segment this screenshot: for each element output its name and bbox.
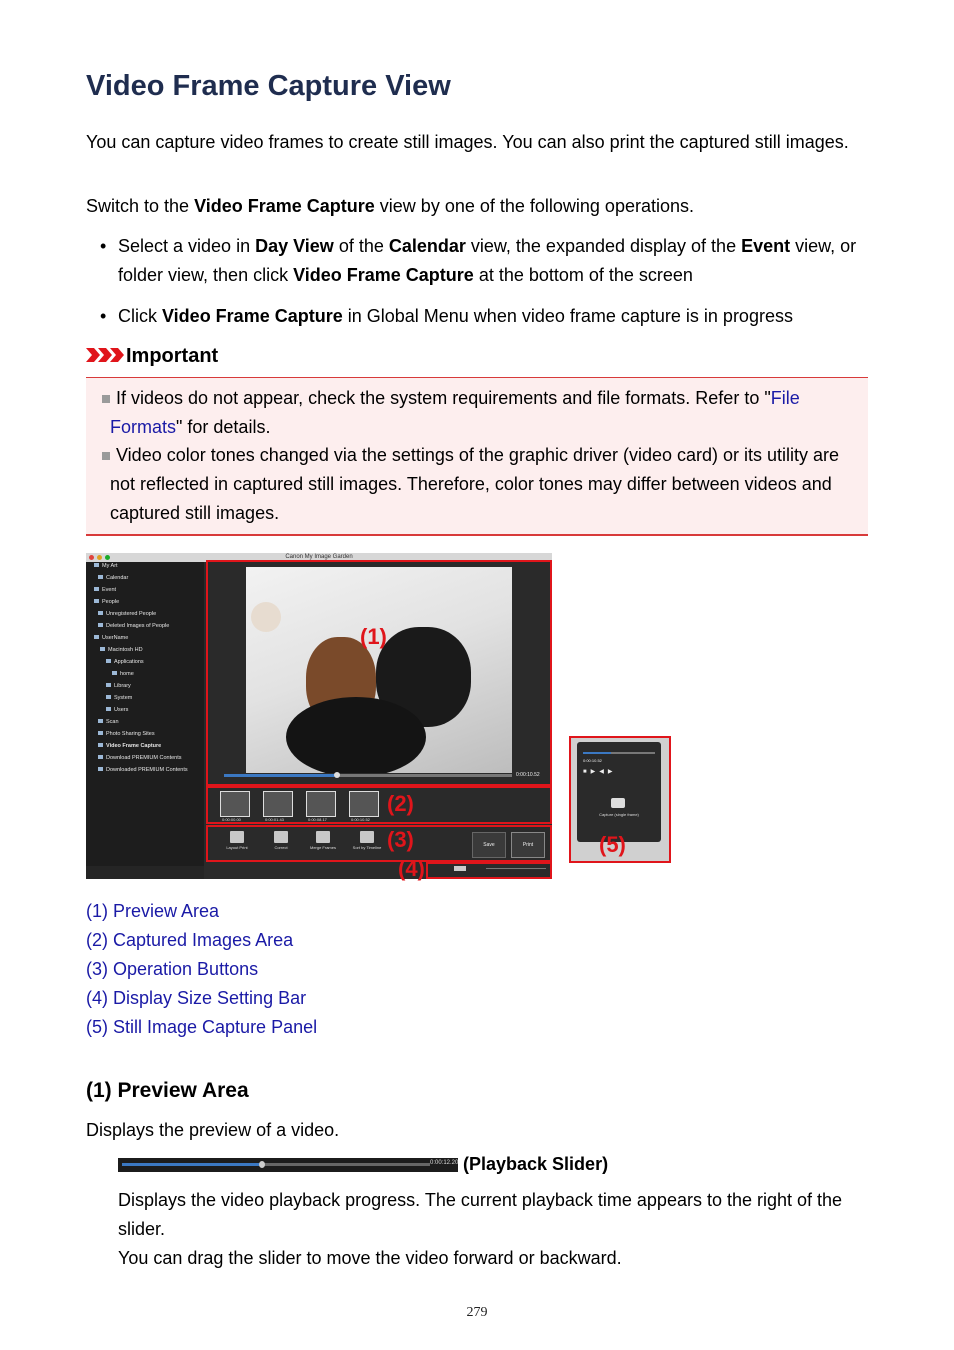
sidebar-footer: [86, 866, 204, 879]
window-titlebar: Canon My Image Garden: [86, 553, 552, 562]
section-heading-preview-area: (1) Preview Area: [86, 1079, 249, 1102]
print-button[interactable]: Print: [511, 832, 545, 858]
square-bullet-icon: [102, 452, 110, 460]
playback-controls[interactable]: ■▶◀▶: [583, 769, 617, 775]
callout-2: (2): [387, 791, 414, 816]
sidebar-item: Library: [106, 683, 131, 689]
panel-time: 0:00:10.52: [583, 758, 602, 763]
section-links: [86, 897, 317, 1042]
slider-time: 0:00:12.20: [430, 1160, 459, 1166]
display-size-highlight: [426, 862, 552, 879]
close-icon: [89, 555, 94, 560]
preview-area-desc: Displays the preview of a video.: [86, 1120, 340, 1140]
thumb-time: 0:00:10.52: [351, 817, 370, 822]
bullet-item-2: • Click Video Frame Capture in Global Menu when video frame capture is in progress: [100, 306, 793, 326]
capture-label: Capture (single frame): [599, 812, 639, 817]
sidebar-item: UserName: [94, 635, 128, 641]
layout-print-button[interactable]: Layout Print: [222, 831, 252, 850]
sidebar-item: People: [94, 599, 119, 605]
sidebar-item: System: [106, 695, 132, 701]
preview-area-highlight: [206, 560, 552, 786]
zoom-icon: [105, 555, 110, 560]
link-display-size-setting-bar[interactable]: (4) Display Size Setting Bar: [86, 988, 307, 1008]
page-number: 279: [466, 1305, 488, 1320]
sidebar: [86, 562, 204, 866]
captured-images-highlight: [206, 786, 552, 824]
sidebar-item: Macintosh HD: [100, 647, 143, 653]
app-screenshot: [86, 553, 552, 879]
minimize-icon: [97, 555, 102, 560]
link-still-image-capture-panel[interactable]: (5) Still Image Capture Panel: [86, 1017, 318, 1037]
save-button[interactable]: Save: [472, 832, 506, 858]
important-box: [86, 377, 868, 536]
sidebar-item: My Art: [94, 563, 118, 569]
still-image-capture-panel: [569, 736, 671, 863]
square-bullet-icon: [102, 395, 110, 403]
sort-by-timeline-button[interactable]: Sort by Timeline: [352, 831, 382, 850]
thumb-time: 0:00:00.00: [222, 817, 241, 822]
sidebar-item: Calendar: [98, 575, 128, 581]
link-operation-buttons[interactable]: (3) Operation Buttons: [86, 959, 259, 979]
thumb-time: 0:00:08.17: [308, 817, 327, 822]
sidebar-item: Event: [94, 587, 116, 593]
thumb-time: 0:00:01.43: [265, 817, 284, 822]
important-heading: Important: [86, 345, 218, 368]
operation-buttons-highlight: [206, 825, 552, 862]
page-title: Video Frame Capture View: [86, 70, 451, 102]
important-item-1: If videos do not appear, check the system requirements and file formats. Refer to "File Formats" for details.: [110, 384, 862, 442]
file-formats-link[interactable]: File Formats: [110, 388, 800, 437]
sidebar-item: Users: [106, 707, 128, 713]
link-captured-images-area[interactable]: (2) Captured Images Area: [86, 930, 294, 950]
sidebar-item: Unregistered People: [98, 611, 156, 617]
slider-label: (Playback Slider): [463, 1154, 609, 1174]
sidebar-item-selected: Video Frame Capture: [98, 743, 161, 749]
callout-3: (3): [387, 827, 414, 852]
bullet-item-1: • Select a video in Day View of the Calendar view, the expanded display of the Event view, or folder view, then click Video Frame Capture at the bottom of the screen: [100, 236, 857, 285]
playback-slider-image: [118, 1158, 458, 1172]
sidebar-item: home: [112, 671, 134, 677]
sidebar-item: Photo Sharing Sites: [98, 731, 155, 737]
sidebar-item: Deleted Images of People: [98, 623, 169, 629]
callout-1: (1): [360, 624, 387, 649]
merge-frames-button[interactable]: Merge Frames: [308, 831, 338, 850]
sidebar-item: Scan: [98, 719, 119, 725]
important-arrows-icon: [86, 345, 126, 365]
switch-text: Switch to the Video Frame Capture view by one of the following operations.: [86, 196, 694, 216]
important-item-2: Video color tones changed via the settings of the graphic driver (video card) or its utility are not reflected in captured still images. Therefore, color tones may differ between videos and captured still images.: [110, 441, 862, 528]
link-preview-area[interactable]: (1) Preview Area: [86, 901, 220, 921]
correct-button[interactable]: Correct: [266, 831, 296, 850]
slider-desc-1: Displays the video playback progress. The current playback time appears to the right of the slider.: [118, 1190, 843, 1239]
slider-desc-2: You can drag the slider to move the video forward or backward.: [118, 1248, 622, 1268]
sidebar-item: Applications: [106, 659, 144, 665]
time-display: 0:00:10.52: [516, 772, 540, 778]
callout-4: (4): [398, 856, 425, 881]
callout-5: (5): [599, 832, 626, 857]
sidebar-item: Download PREMIUM Contents: [98, 755, 182, 761]
intro-text: You can capture video frames to create still images. You can also print the captured still images.: [86, 132, 849, 152]
sidebar-item: Downloaded PREMIUM Contents: [98, 767, 188, 773]
